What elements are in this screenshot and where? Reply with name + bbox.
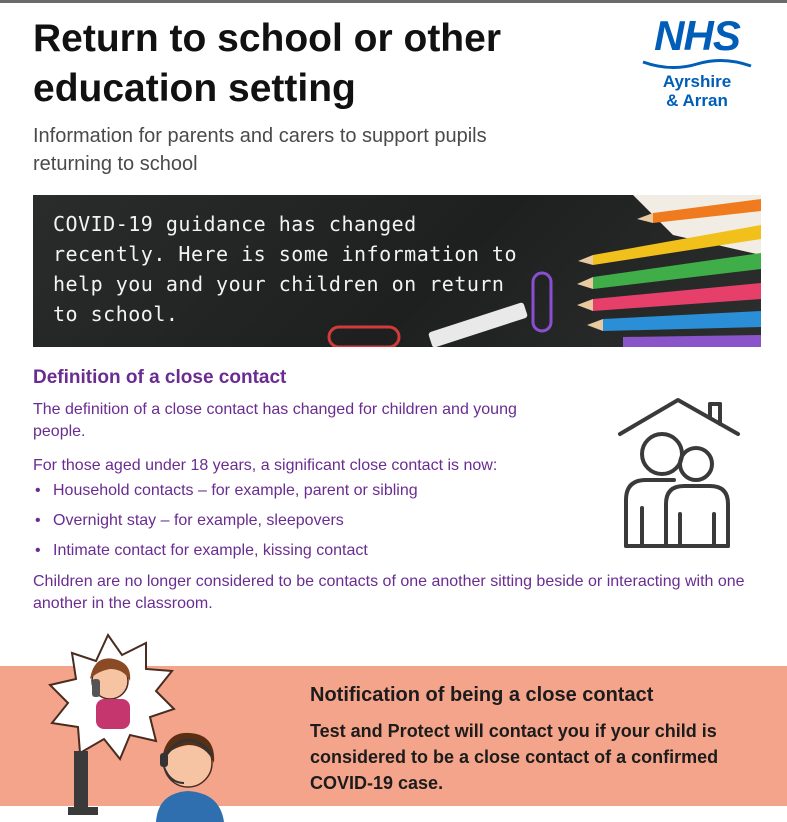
close-contact-intro: The definition of a close contact has changed for children and young people.	[33, 401, 517, 440]
notification-body: Test and Protect will contact you if your child is considered to be a close contact of a confirmed COVID-19 case.	[310, 721, 719, 793]
list-item: • Intimate contact for example, kissing contact	[33, 540, 593, 570]
nhs-logo	[632, 14, 762, 129]
phone-call-illustration	[38, 633, 268, 822]
top-rule	[0, 0, 787, 3]
nhs-wordmark: NHS	[654, 12, 740, 59]
banner-message: COVID-19 guidance has changed recently. Here is some information to help you and your children on return to school.	[53, 212, 518, 326]
page-title: Return to school or other education setting	[33, 17, 501, 110]
notification-heading: Notification of being a close contact	[310, 684, 654, 706]
nhs-wave-icon	[641, 58, 753, 72]
page-subtitle: Information for parents and carers to support pupils returning to school	[33, 125, 487, 175]
list-item: • Overnight stay – for example, sleepovers	[33, 510, 593, 540]
chalkboard-banner	[33, 195, 761, 347]
household-icon	[614, 396, 744, 552]
close-contact-heading: Definition of a close contact	[33, 367, 287, 388]
close-contact-note: Children are no longer considered to be contacts of one another sitting beside or interacting with one another in the classroom.	[33, 573, 745, 612]
board-name-line2: & Arran	[666, 91, 728, 110]
list-item: • Household contacts – for example, parent or sibling	[33, 480, 593, 510]
close-contact-lead: For those aged under 18 years, a significant close contact is now:	[33, 457, 498, 474]
board-name-line1: Ayrshire	[662, 72, 732, 91]
close-contact-list	[33, 480, 593, 570]
